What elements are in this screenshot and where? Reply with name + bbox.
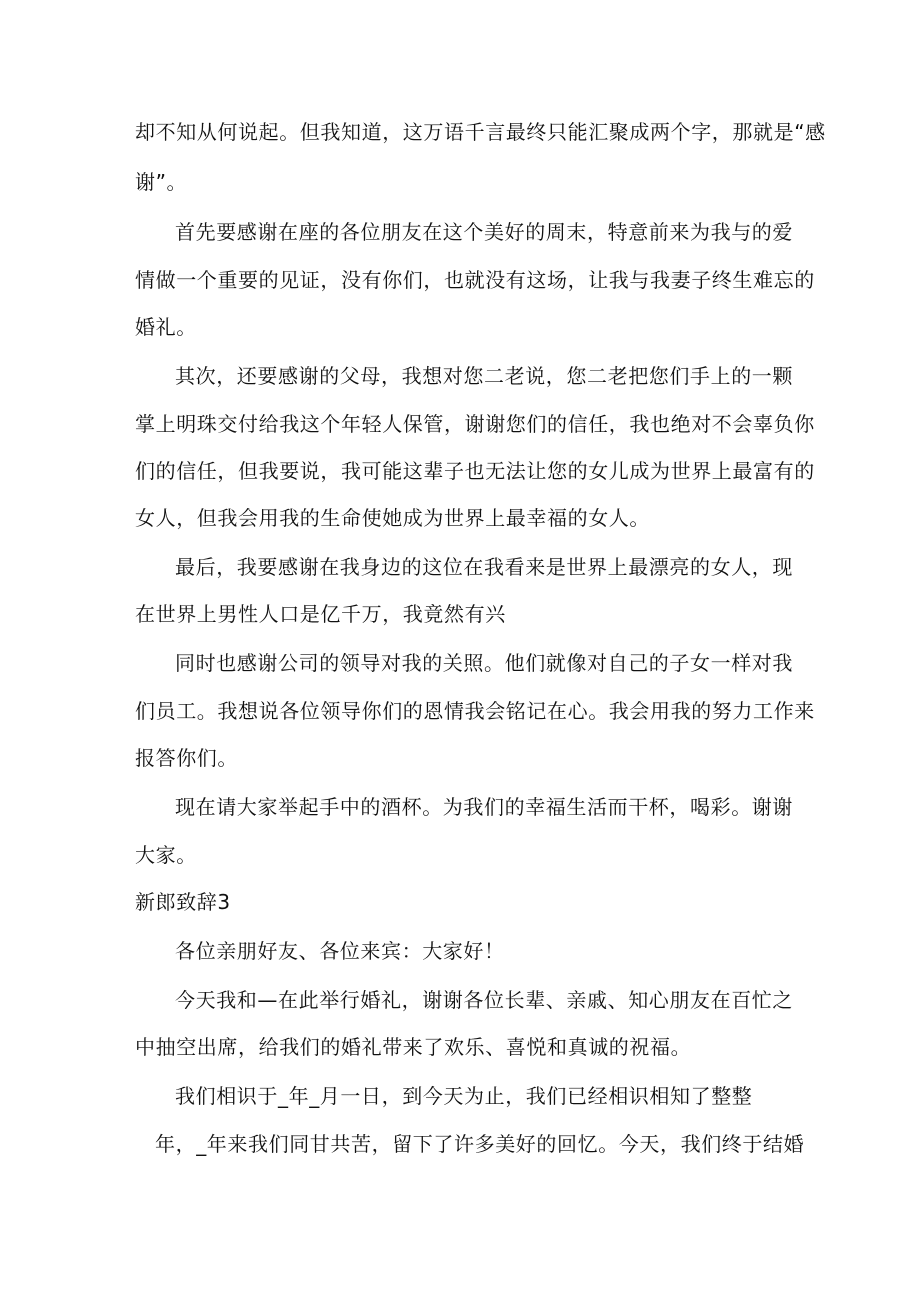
text-line: 们的信任，但我要说，我可能这辈子也无法让您的女儿成为世界上最富有的 (135, 459, 815, 483)
text-line: 谢”。 (135, 170, 188, 194)
text-line: 大家。 (135, 843, 197, 867)
text-line: 年，_年来我们同甘共苦，留下了许多美好的回忆。今天，我们终于结婚 (155, 1132, 805, 1156)
text-line: 掌上明珠交付给我这个年轻人保管，谢谢您们的信任，我也绝对不会辜负你 (135, 412, 815, 436)
text-line: 中抽空出席，给我们的婚礼带来了欢乐、喜悦和真诚的祝福。 (135, 1035, 692, 1059)
paragraph-start-line: 首先要感谢在座的各位朋友在这个美好的周末，特意前来为我与的爱 (175, 220, 793, 244)
text-line: 婚礼。 (135, 315, 197, 339)
text-line: 情做一个重要的见证，没有你们，也就没有这场，让我与我妻子终生难忘的 (135, 268, 815, 292)
paragraph-start-line: 我们相识于_年_月一日，到今天为止，我们已经相识相知了整整 (175, 1084, 753, 1108)
text-line: 却不知从何说起。但我知道，这万语千言最终只能汇聚成两个字，那就是“感 (135, 120, 826, 144)
paragraph-start-line: 现在请大家举起手中的酒杯。为我们的幸福生活而干杯，喝彩。谢谢 (175, 795, 793, 819)
greeting-line: 各位亲朋好友、各位来宾：大家好！ (175, 939, 505, 963)
text-line: 们员工。我想说各位领导你们的恩情我会铭记在心。我会用我的努力工作来 (135, 699, 815, 723)
paragraph-start-line: 最后，我要感谢在我身边的这位在我看来是世界上最漂亮的女人，现 (175, 555, 793, 579)
paragraph-start-line: 今天我和—在此举行婚礼，谢谢各位长辈、亲戚、知心朋友在百忙之 (175, 988, 793, 1012)
text-line: 在世界上男性人口是亿千万，我竟然有兴 (135, 602, 506, 626)
section-heading: 新郎致辞3 (135, 890, 231, 914)
paragraph-start-line: 其次，还要感谢的父母，我想对您二老说，您二老把您们手上的一颗 (175, 364, 793, 388)
text-line: 报答你们。 (135, 746, 238, 770)
paragraph-start-line: 同时也感谢公司的领导对我的关照。他们就像对自己的子女一样对我 (175, 651, 793, 675)
text-line: 女人，但我会用我的生命使她成为世界上最幸福的女人。 (135, 506, 650, 530)
